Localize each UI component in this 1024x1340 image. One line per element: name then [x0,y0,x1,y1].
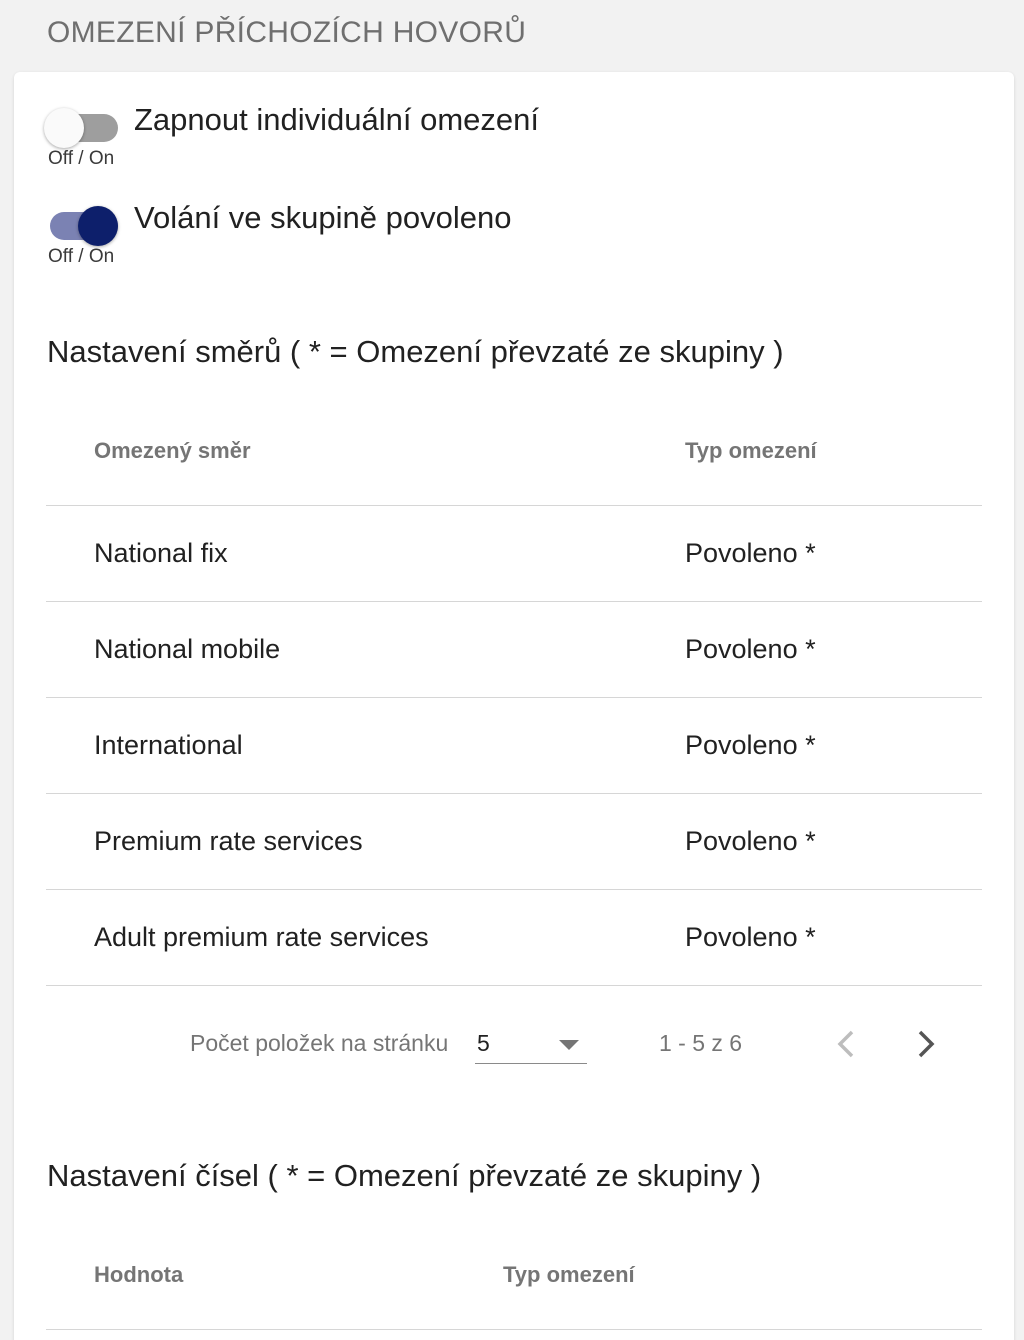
group-calls-switch[interactable] [46,206,120,240]
numbers-table [46,1236,982,1330]
numbers-heading: Nastavení čísel ( * = Omezení převzaté ze skupiny ) [47,1158,762,1193]
dropdown-arrow-icon [559,1040,579,1050]
cell-direction: Premium rate services [94,826,363,856]
next-page-button[interactable] [902,1016,950,1072]
table-row[interactable] [46,602,982,698]
page-size-value: 5 [477,1030,490,1056]
table-row[interactable] [46,890,982,986]
toggle-state-hint: Off / On [48,148,115,169]
cell-direction: National fix [94,538,228,568]
cell-type: Povoleno * [685,634,816,664]
switch-thumb [44,108,84,148]
page-range: 1 - 5 z 6 [659,1030,743,1056]
chevron-left-icon [822,1016,870,1072]
toggle-individual-restriction [46,102,946,169]
table-row[interactable] [46,794,982,890]
previous-page-button[interactable] [822,1016,870,1072]
toggle-state-hint: Off / On [48,246,115,267]
column-header-type[interactable]: Typ omezení [503,1262,635,1287]
toggle-label: Volání ve skupině povoleno [134,200,512,235]
paginator [14,1016,1014,1076]
settings-card [14,72,1014,1340]
cell-direction: National mobile [94,634,281,664]
column-header-type[interactable]: Typ omezení [685,438,817,463]
table-header [46,1236,982,1330]
page-size-select[interactable] [475,1024,587,1064]
directions-table [46,412,982,986]
column-header-value[interactable]: Hodnota [94,1262,184,1287]
directions-heading: Nastavení směrů ( * = Omezení převzaté ze skupiny ) [47,334,784,369]
toggle-group-calls [46,200,946,267]
table-row[interactable] [46,698,982,794]
items-per-page-label: Počet položek na stránku [190,1030,449,1056]
column-header-direction[interactable]: Omezený směr [94,438,251,463]
switch-thumb [78,206,118,246]
cell-type: Povoleno * [685,730,816,760]
chevron-right-icon [902,1016,950,1072]
cell-type: Povoleno * [685,826,816,856]
toggle-label: Zapnout individuální omezení [134,102,539,137]
cell-direction: International [94,730,243,760]
table-header [46,412,982,506]
cell-type: Povoleno * [685,538,816,568]
individual-restriction-switch[interactable] [46,108,120,142]
cell-type: Povoleno * [685,922,816,952]
cell-direction: Adult premium rate services [94,922,429,952]
page-title: OMEZENÍ PŘÍCHOZÍCH HOVORŮ [47,16,527,49]
table-row[interactable] [46,506,982,602]
